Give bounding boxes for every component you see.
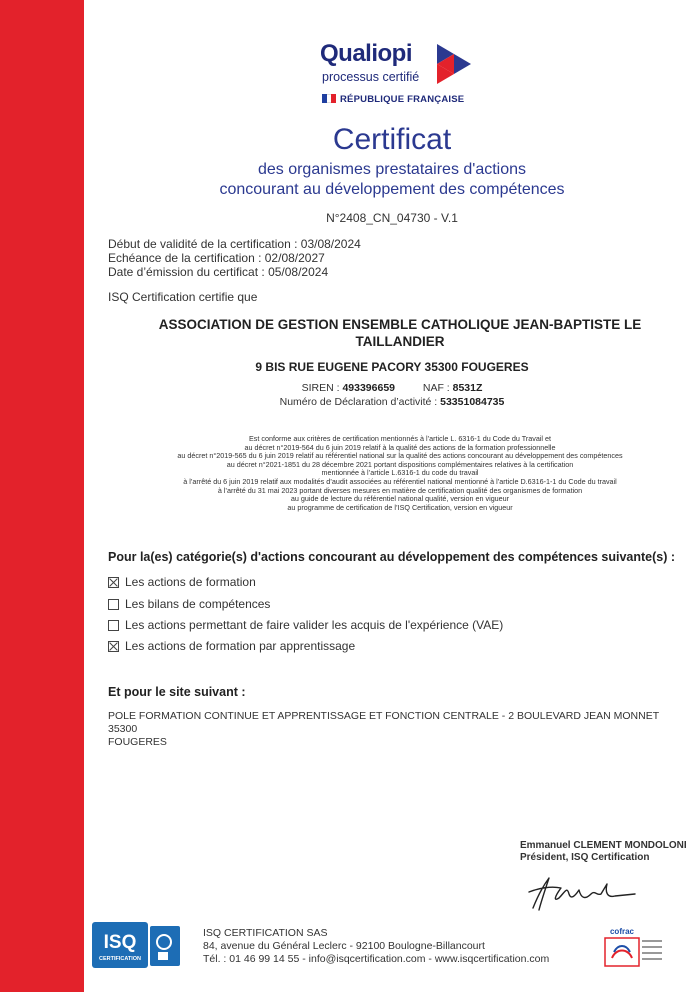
site-heading: Et pour le site suivant :	[108, 685, 246, 699]
subtitle-line-2: concourant au développement des compétences	[219, 181, 565, 198]
legal-references: Est conforme aux critères de certification mentionnés à l’article L. 6316-1 du Code du Travail et au décret n°2019-564 du 6 juin 2019 relatif à la qualité des actions de la formation professionnelle au décret n°2019-565 du 6 juin 2019 relatif au référentiel national sur la qualité des actions concourant au développement des compétences au décret n°2021-1851 du 28 décembre 2021 portant dispositions complémentaires relatives à la certification mentionnée à l’article L.6316-1 du code du travail à l’arrêté du 6 juin 2019 relatif aux modalités d’audit associées au référentiel national mentionné à l’article D.6316-1-1 du Code du travail à l’arrêté du 31 mai 2023 portant diverses mesures en matière de certification qualité des organismes de formation au guide de lecture du référentiel national qualité, version en vigueur au programme de certification de l’ISQ Certification, version en vigueur	[177, 434, 623, 512]
footer-contact	[203, 927, 549, 966]
footer-phone-web: Tél. : 01 46 99 14 55 - info@isqcertification.com - www.isqcertification.com	[203, 953, 550, 965]
naf-value: 8531Z	[452, 382, 483, 394]
declaration-value: 53351084735	[440, 396, 505, 408]
subtitle-line-1: des organismes prestataires d'actions	[257, 161, 527, 178]
signatory-role: Président, ISQ Certification	[520, 852, 650, 863]
organisation-name: ASSOCIATION DE GESTION ENSEMBLE CATHOLIQUE JEAN-BAPTISTE LE TAILLANDIER	[158, 317, 642, 349]
red-side-band	[0, 0, 84, 992]
category-item: Les bilans de compétences	[108, 596, 270, 612]
isq-certification-logo	[92, 922, 182, 968]
category-item: Les actions permettant de faire valider les acquis de l'expérience (VAE)	[108, 617, 503, 633]
organisation-address: 9 BIS RUE EUGENE PACORY 35300 FOUGERES	[255, 360, 529, 374]
checkbox-checked-icon	[108, 577, 119, 588]
organisation-identifiers	[84, 381, 700, 409]
siren-label: SIREN :	[301, 382, 340, 394]
categories-heading: Pour la(es) catégorie(s) d'actions concourant au développement des compétences suivante(s) :	[108, 550, 676, 564]
site-address: POLE FORMATION CONTINUE ET APPRENTISSAGE ET FONCTION CENTRALE - 2 BOULEVARD JEAN MONNET 35300 FOUGERES	[108, 710, 659, 748]
svg-text:CERTIFICATION: CERTIFICATION	[98, 956, 142, 962]
certificate-title: Certificat	[332, 123, 452, 156]
checkbox-empty-icon	[108, 620, 119, 631]
signatory-name: Emmanuel CLEMENT MONDOLONI	[520, 840, 687, 851]
declaration-label: Numéro de Déclaration d’activité :	[279, 396, 438, 408]
svg-text:cofrac: cofrac	[609, 927, 635, 936]
signature-icon	[515, 868, 645, 914]
siren-value: 493396659	[342, 382, 396, 394]
qualiopi-tagline: processus certifié	[322, 70, 420, 84]
cofrac-logo	[602, 922, 666, 970]
certifies-statement: ISQ Certification certifie que	[108, 290, 258, 304]
certificate-number: N°2408_CN_04730 - V.1	[326, 211, 458, 225]
category-item: Les actions de formation	[108, 574, 256, 590]
validity-start: Début de validité de la certification : 03/08/2024	[108, 237, 361, 251]
footer-company: ISQ CERTIFICATION SAS	[203, 927, 328, 939]
checkbox-checked-icon	[108, 641, 119, 652]
validity-end: Echéance de la certification : 02/08/2027	[108, 251, 325, 265]
french-flag-icon	[322, 94, 336, 103]
qualiopi-wordmark: Qualiopi	[320, 40, 412, 67]
naf-label: NAF :	[422, 382, 450, 394]
issue-date: Date d’émission du certificat : 05/08/2024	[108, 265, 329, 279]
footer-address: 84, avenue du Général Leclerc - 92100 Boulogne-Billancourt	[203, 940, 485, 952]
category-item: Les actions de formation par apprentissage	[108, 638, 355, 654]
validity-dates	[108, 237, 361, 279]
qualiopi-arrow-icon	[437, 44, 471, 84]
svg-text:ISQ: ISQ	[103, 932, 137, 953]
checkbox-empty-icon	[108, 599, 119, 610]
republique-francaise: RÉPUBLIQUE FRANÇAISE	[322, 94, 464, 105]
